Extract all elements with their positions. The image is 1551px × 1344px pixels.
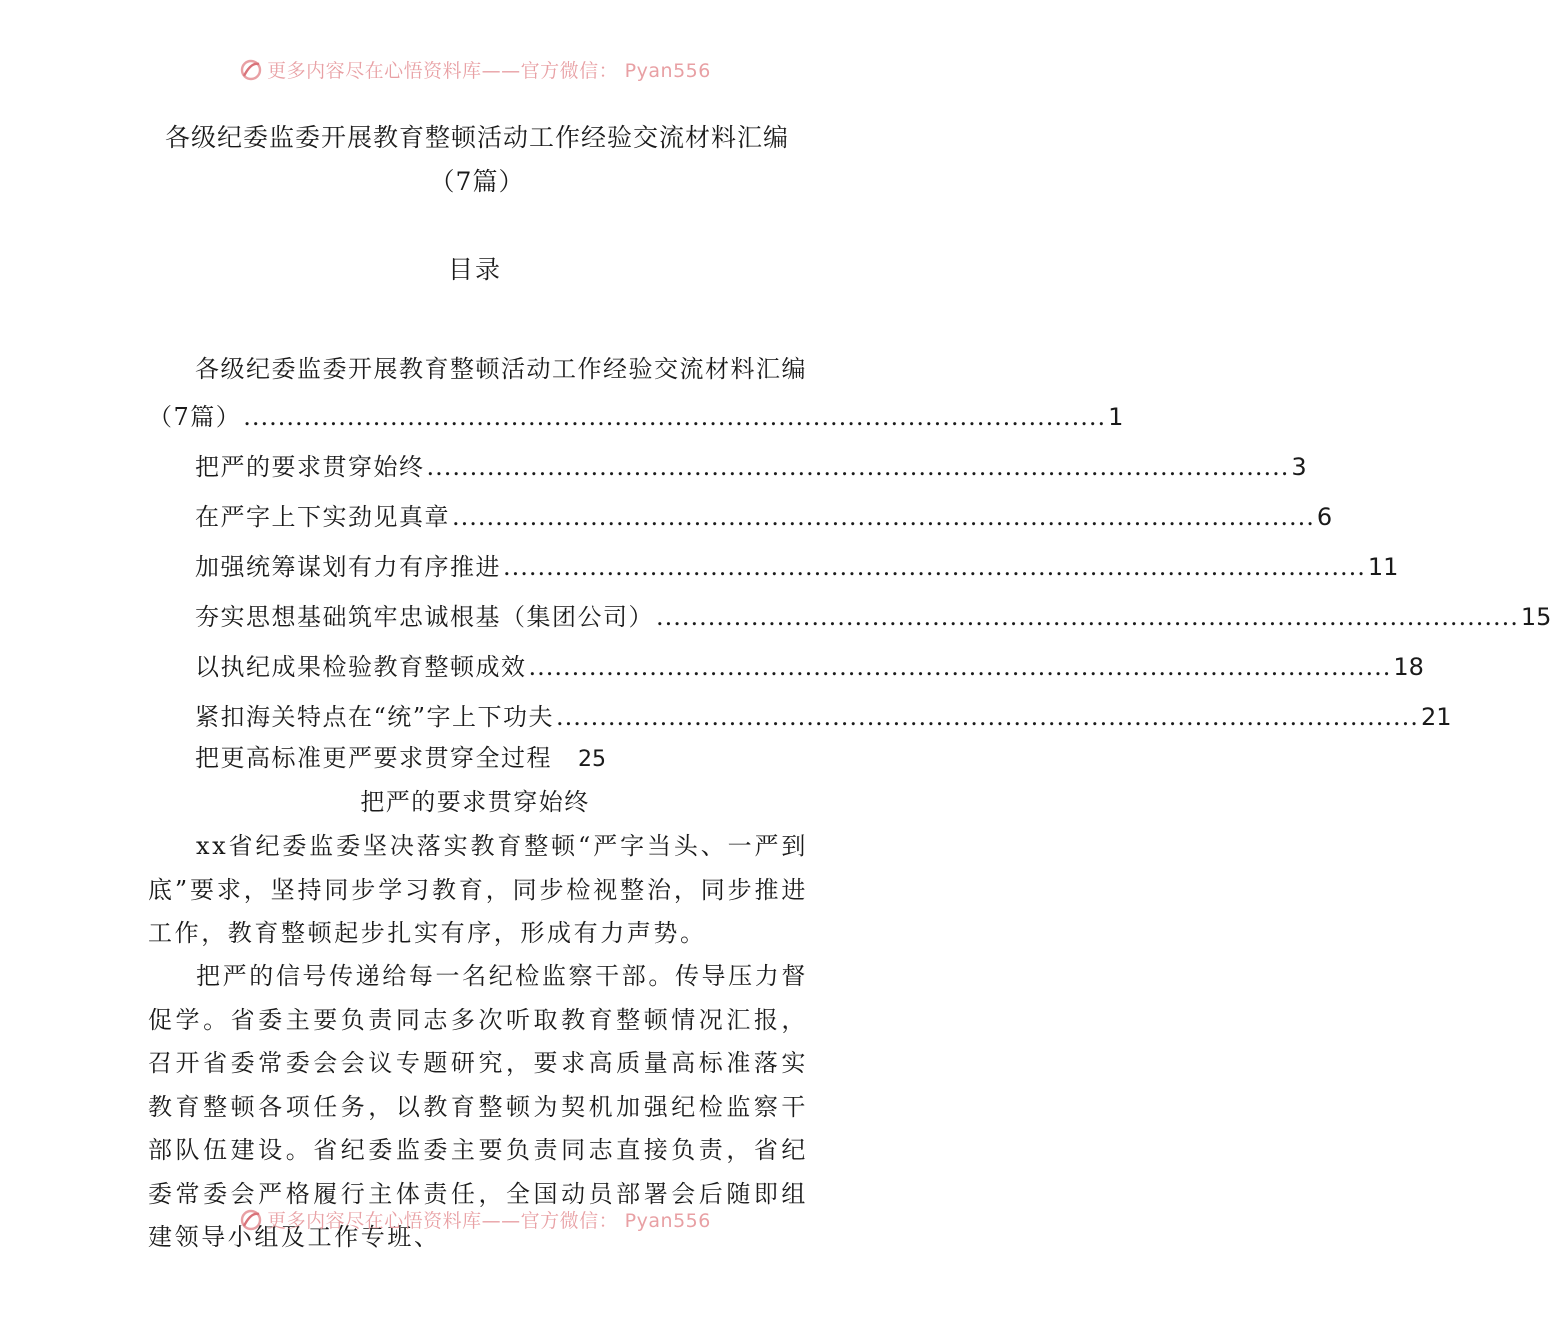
- toc-page-number: 3: [1291, 453, 1307, 481]
- body-paragraph-1: xx省纪委监委坚决落实教育整顿“严字当头、一严到底”要求，坚持同步学习教育，同步检视整治，同步推进工作，教育整顿起步扎实有序，形成有力声势。: [148, 832, 808, 947]
- toc-page-number: 25: [578, 747, 606, 772]
- toc-entry-8[interactable]: [195, 738, 806, 774]
- toc-entry-text: 夯实思想基础筑牢忠诚根基（集团公司）: [195, 603, 654, 631]
- toc-leader-dots: ....................................................................................................: [656, 603, 1519, 631]
- toc-leader-dots: ....................................................................................................: [503, 553, 1366, 581]
- toc-leader-dots: ....................................................................................................: [556, 703, 1419, 731]
- toc-entry-6[interactable]: [195, 647, 1424, 683]
- brand-logo-icon: [239, 58, 263, 82]
- document-title: 各级纪委监委开展教育整顿活动工作经验交流材料汇编（7篇）: [164, 123, 789, 196]
- toc-entry-2[interactable]: [195, 447, 1307, 483]
- watermark-header: [0, 56, 950, 83]
- toc-leader-dots: ....................................................................................................: [243, 403, 1107, 431]
- toc-entry-7[interactable]: [195, 697, 1452, 733]
- section-title: 把严的要求贯穿始终: [360, 788, 590, 816]
- toc-page-number: 11: [1367, 553, 1399, 581]
- watermark-text: 更多内容尽在心悟资料库——官方微信： Pyan556: [267, 60, 711, 82]
- toc-entry-4[interactable]: [195, 547, 1399, 583]
- toc-page-number: 21: [1420, 703, 1452, 731]
- watermark-footer: [0, 1206, 950, 1233]
- toc-heading: 目录: [447, 255, 502, 284]
- toc-entry-text: （7篇）: [148, 403, 242, 431]
- toc-page-number: 1: [1108, 403, 1124, 431]
- toc-leader-dots: ....................................................................................................: [528, 653, 1392, 681]
- toc-entry-text: 加强统筹谋划有力有序推进: [195, 553, 501, 581]
- toc-page-number: 15: [1520, 603, 1551, 631]
- toc-entry-text: 把更高标准更严要求贯穿全过程: [195, 744, 552, 772]
- toc-entry-text: 各级纪委监委开展教育整顿活动工作经验交流材料汇编: [195, 355, 807, 383]
- toc-entry-text: 把严的要求贯穿始终: [195, 453, 425, 481]
- toc-page-number: 18: [1393, 653, 1424, 681]
- toc-leader-dots: ....................................................................................................: [426, 453, 1290, 481]
- watermark-text: 更多内容尽在心悟资料库——官方微信： Pyan556: [267, 1210, 711, 1232]
- brand-logo-icon: [239, 1208, 263, 1232]
- toc-entry-3[interactable]: [195, 497, 1333, 533]
- toc-entry-1[interactable]: [148, 397, 1124, 433]
- toc-entry-text: 以执纪成果检验教育整顿成效: [195, 653, 527, 681]
- toc-entry-5[interactable]: [195, 597, 1551, 633]
- toc-page-number: 6: [1316, 503, 1333, 531]
- body-paragraph-2: 把严的信号传递给每一名纪检监察干部。传导压力督促学。省委主要负责同志多次听取教育整顿情况汇报，召开省委常委会会议专题研究，要求高质量高标准落实教育整顿各项任务，以教育整顿为契机加强纪检监察干部队伍建设。省纪委监委主要负责同志直接负责，省纪委常委会严格履行主体责任，全国动员部署会后随即组建领导小组及工作专班、: [148, 962, 808, 1251]
- toc-entry-text: 在严字上下实劲见真章: [195, 503, 450, 531]
- toc-leader-dots: ....................................................................................................: [452, 503, 1315, 531]
- toc-entry-text: 紧扣海关特点在“统”字上下功夫: [195, 703, 555, 731]
- toc-entry-1-line1[interactable]: [195, 349, 806, 385]
